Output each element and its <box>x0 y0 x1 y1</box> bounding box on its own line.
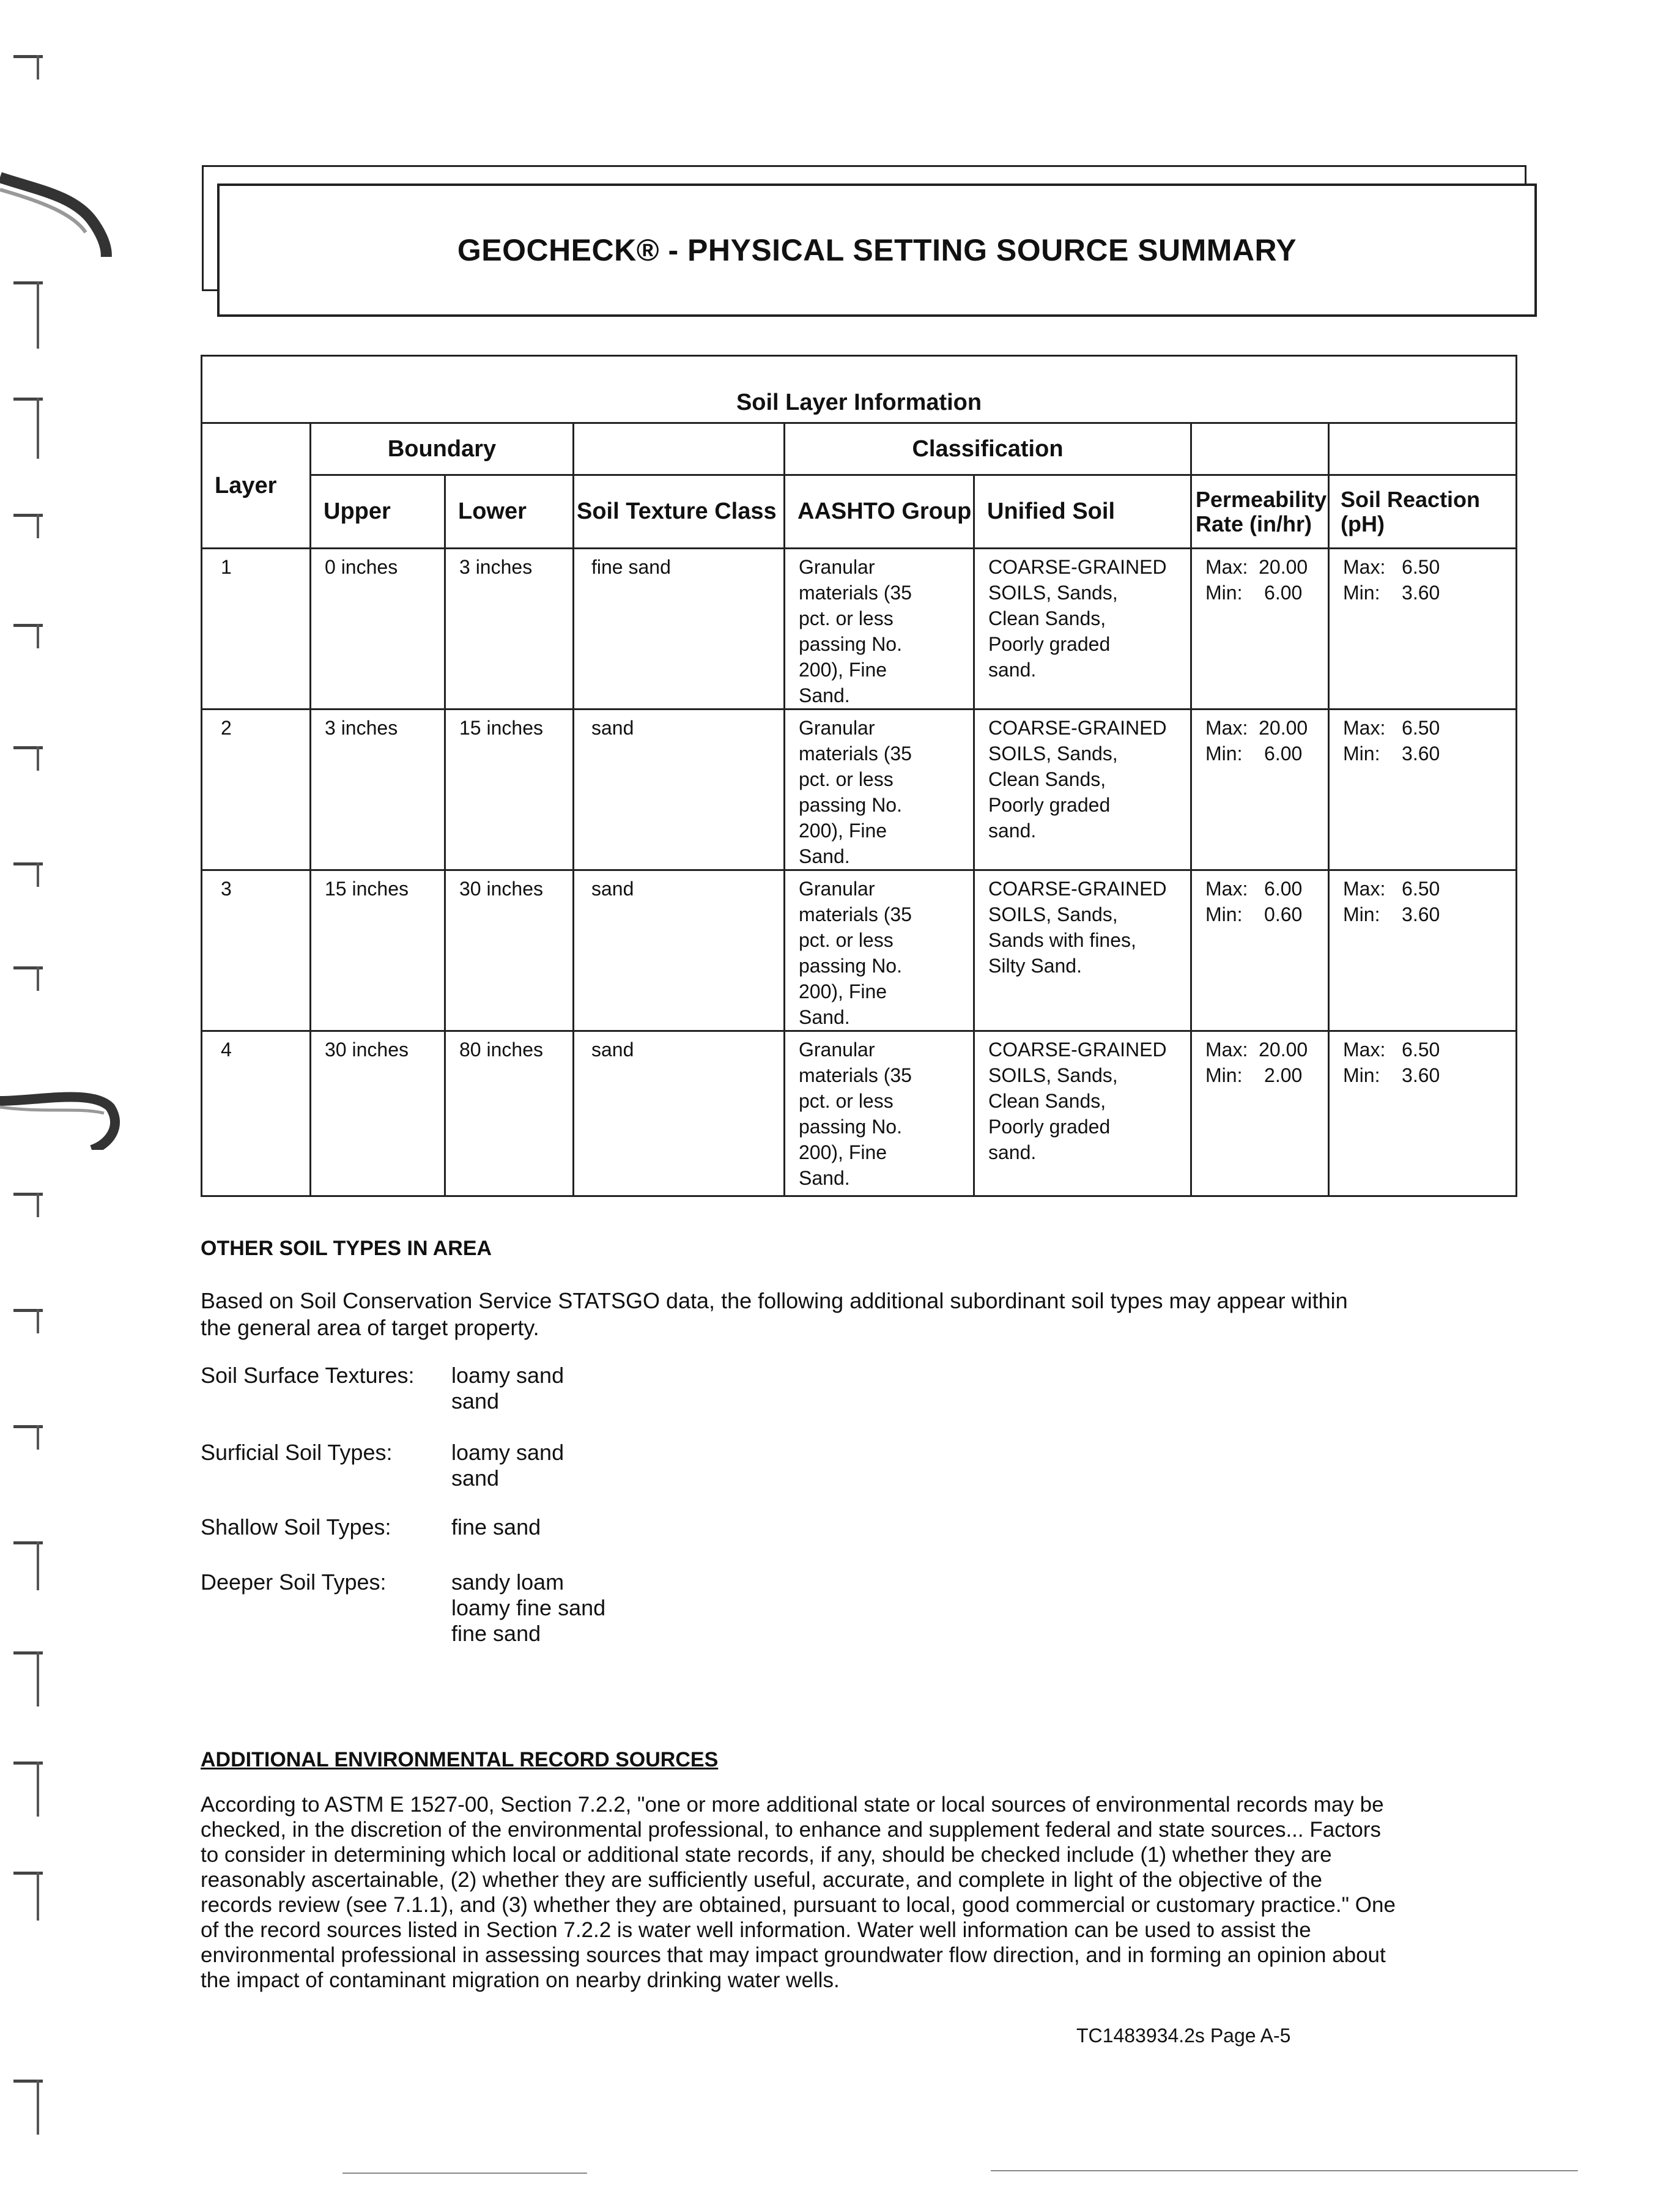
cell-line: 200), Fine <box>799 980 887 1002</box>
cell-line: passing No. <box>799 794 902 816</box>
cell-line: sand. <box>988 820 1037 842</box>
kv-value <box>451 1514 541 1540</box>
soil-layer-table <box>201 355 1517 1197</box>
cell-layer: 2 <box>202 710 311 870</box>
binder-ring <box>13 862 43 887</box>
cell-permeability <box>1191 710 1329 870</box>
cell-line: Min: 2.00 <box>1205 1064 1303 1086</box>
cell-line: Min: 6.00 <box>1205 582 1303 604</box>
cell-unified <box>974 1031 1191 1196</box>
binder-clip <box>0 1064 122 1138</box>
cell-aashto <box>785 870 974 1031</box>
cell-line: Min: 0.60 <box>1205 903 1303 925</box>
header-line: Soil Reaction <box>1341 486 1481 512</box>
cell-line: SOILS, Sands, <box>988 903 1118 925</box>
cell-lower: 3 inches <box>445 549 574 710</box>
col-header-aashto: AASHTO Group <box>785 475 974 549</box>
cell-line: Max: 6.50 <box>1343 556 1440 578</box>
cell-line: Clean Sands, <box>988 1090 1106 1112</box>
cell-line: Clean Sands, <box>988 768 1106 790</box>
table-row <box>202 710 1517 870</box>
cell-line: pct. or less <box>799 929 894 951</box>
edge-line <box>342 2173 587 2174</box>
cell-line: Sand. <box>799 684 850 706</box>
header-line: (pH) <box>1341 511 1385 536</box>
binder-margin <box>0 0 73 2186</box>
cell-texture: sand <box>574 710 785 870</box>
cell-line: Max: 6.00 <box>1205 878 1303 900</box>
cell-line: Granular <box>799 717 875 739</box>
cell-soil-reaction <box>1329 870 1517 1031</box>
kv-value <box>451 1569 605 1647</box>
kv-label: Deeper Soil Types: <box>201 1569 387 1595</box>
kv-value-line: sandy loam <box>451 1569 564 1595</box>
empty-header-cell <box>1191 423 1329 475</box>
empty-header-cell <box>574 423 785 475</box>
additional-sources-title: ADDITIONAL ENVIRONMENTAL RECORD SOURCES <box>201 1748 719 1771</box>
kv-value-line: sand <box>451 1465 500 1491</box>
header-box <box>217 183 1537 317</box>
cell-aashto <box>785 710 974 870</box>
col-header-lower: Lower <box>445 475 574 549</box>
cell-line: SOILS, Sands, <box>988 1064 1118 1086</box>
cell-line: COARSE-GRAINED <box>988 717 1167 739</box>
cell-line: pct. or less <box>799 1090 894 1112</box>
cell-texture: sand <box>574 1031 785 1196</box>
kv-label: Soil Surface Textures: <box>201 1363 415 1388</box>
cell-line: Granular <box>799 556 875 578</box>
cell-lower: 80 inches <box>445 1031 574 1196</box>
cell-line: 200), Fine <box>799 659 887 681</box>
binder-ring <box>13 1309 43 1333</box>
cell-unified <box>974 870 1191 1031</box>
binder-ring <box>13 746 43 771</box>
cell-aashto <box>785 549 974 710</box>
binder-ring <box>13 624 43 648</box>
cell-line: 200), Fine <box>799 1141 887 1163</box>
cell-line: Clean Sands, <box>988 607 1106 629</box>
cell-upper: 30 inches <box>311 1031 445 1196</box>
cell-line: Min: 3.60 <box>1343 1064 1440 1086</box>
cell-line: Silty Sand. <box>988 955 1082 977</box>
cell-line: SOILS, Sands, <box>988 582 1118 604</box>
page-title: GEOCHECK® - PHYSICAL SETTING SOURCE SUMMARY <box>457 233 1297 267</box>
cell-line: Max: 20.00 <box>1205 556 1308 578</box>
cell-soil-reaction <box>1329 1031 1517 1196</box>
binder-clip <box>0 153 122 226</box>
cell-line: Poorly graded <box>988 1116 1111 1138</box>
binder-ring <box>13 1425 43 1450</box>
cell-upper: 3 inches <box>311 710 445 870</box>
cell-line: SOILS, Sands, <box>988 743 1118 765</box>
col-header-unified: Unified Soil <box>974 475 1191 549</box>
cell-line: materials (35 <box>799 903 912 925</box>
cell-line: Min: 3.60 <box>1343 903 1440 925</box>
binder-ring <box>13 2080 43 2104</box>
binder-ring <box>13 281 43 306</box>
binder-ring <box>13 514 43 538</box>
binder-ring <box>13 1872 43 1896</box>
cell-line: Max: 6.50 <box>1343 1039 1440 1061</box>
kv-value <box>451 1440 564 1491</box>
cell-line: Min: 3.60 <box>1343 582 1440 604</box>
cell-layer: 4 <box>202 1031 311 1196</box>
cell-line: Sand. <box>799 845 850 867</box>
cell-lower: 30 inches <box>445 870 574 1031</box>
cell-line: Max: 20.00 <box>1205 1039 1308 1061</box>
kv-value-line: loamy sand <box>451 1440 564 1465</box>
col-header-upper: Upper <box>311 475 445 549</box>
cell-texture: sand <box>574 870 785 1031</box>
empty-header-cell <box>1329 423 1517 475</box>
binder-ring <box>13 1193 43 1217</box>
cell-line: materials (35 <box>799 743 912 765</box>
cell-lower: 15 inches <box>445 710 574 870</box>
col-header-layer: Layer <box>202 423 311 549</box>
cell-line: Min: 3.60 <box>1343 743 1440 765</box>
cell-line: Poorly graded <box>988 633 1111 655</box>
table-row <box>202 549 1517 710</box>
cell-line: materials (35 <box>799 582 912 604</box>
kv-label: Shallow Soil Types: <box>201 1514 391 1539</box>
cell-unified <box>974 549 1191 710</box>
other-soil-intro: Based on Soil Conservation Service STATSGO data, the following additional subordinant soil types may appear within the general area of target property. <box>201 1288 1348 1340</box>
cell-permeability <box>1191 870 1329 1031</box>
kv-value-line: sand <box>451 1388 500 1413</box>
cell-line: passing No. <box>799 1116 902 1138</box>
cell-line: materials (35 <box>799 1064 912 1086</box>
kv-value-line: loamy fine sand <box>451 1595 606 1620</box>
table-title: Soil Layer Information <box>202 356 1517 423</box>
other-soil-title: OTHER SOIL TYPES IN AREA <box>201 1237 492 1260</box>
cell-line: Min: 6.00 <box>1205 743 1303 765</box>
col-header-texture: Soil Texture Class <box>574 475 785 549</box>
cell-aashto <box>785 1031 974 1196</box>
cell-line: passing No. <box>799 955 902 977</box>
cell-layer: 1 <box>202 549 311 710</box>
cell-line: 200), Fine <box>799 820 887 842</box>
edge-line <box>991 2170 1578 2171</box>
cell-line: Granular <box>799 878 875 900</box>
cell-line: Max: 20.00 <box>1205 717 1308 739</box>
cell-line: Sands with fines, <box>988 929 1136 951</box>
kv-value-line: loamy sand <box>451 1363 564 1388</box>
cell-line: pct. or less <box>799 607 894 629</box>
cell-layer: 3 <box>202 870 311 1031</box>
binder-ring <box>13 398 43 422</box>
kv-value-line: fine sand <box>451 1514 541 1539</box>
cell-line: Max: 6.50 <box>1343 878 1440 900</box>
binder-ring <box>13 1541 43 1566</box>
cell-upper: 15 inches <box>311 870 445 1031</box>
cell-line: pct. or less <box>799 768 894 790</box>
cell-line: Sand. <box>799 1167 850 1189</box>
header-line: Permeability <box>1196 486 1327 512</box>
binder-ring <box>13 966 43 991</box>
cell-line: Max: 6.50 <box>1343 717 1440 739</box>
kv-value <box>451 1363 564 1414</box>
cell-unified <box>974 710 1191 870</box>
table-row <box>202 870 1517 1031</box>
cell-soil-reaction <box>1329 549 1517 710</box>
cell-line: passing No. <box>799 633 902 655</box>
cell-line: COARSE-GRAINED <box>988 556 1167 578</box>
header-line: Rate (in/hr) <box>1196 511 1312 536</box>
binder-ring <box>13 1762 43 1786</box>
cell-line: Granular <box>799 1039 875 1061</box>
cell-line: Poorly graded <box>988 794 1111 816</box>
table-row <box>202 1031 1517 1196</box>
page-footer: TC1483934.2s Page A-5 <box>1076 2025 1291 2047</box>
cell-upper: 0 inches <box>311 549 445 710</box>
binder-ring <box>13 1651 43 1676</box>
group-header-boundary: Boundary <box>311 423 574 475</box>
additional-sources-body: According to ASTM E 1527-00, Section 7.2.2, "one or more additional state or local sources of environmental records may be checked, in the discretion of the environmental professional, to enhance and supplement federal and state sources... Factors to consider in determining which local or additional state records, if any, should be checked include (1) whether they are reasonably ascertainable, (2) whether they are sufficiently useful, accurate, and complete in light of the objective of the records review (see 7.1.1), and (3) whether they are obtained, pursuant to local, good commercial or customary practice." One of the record sources listed in Section 7.2.2 is water well information. Water well information can be used to assist the environmental professional in assessing sources that may impact groundwater flow direction, and in forming an opinion about the impact of contaminant migration on nearby drinking water wells. <box>201 1793 1396 1992</box>
cell-line: Sand. <box>799 1006 850 1028</box>
kv-label: Surficial Soil Types: <box>201 1440 393 1465</box>
cell-line: COARSE-GRAINED <box>988 878 1167 900</box>
cell-texture: fine sand <box>574 549 785 710</box>
col-header-soil-reaction <box>1329 475 1517 549</box>
binder-ring <box>13 55 43 80</box>
cell-line: sand. <box>988 659 1037 681</box>
cell-permeability <box>1191 1031 1329 1196</box>
group-header-classification: Classification <box>785 423 1191 475</box>
cell-soil-reaction <box>1329 710 1517 870</box>
kv-value-line: fine sand <box>451 1621 541 1646</box>
col-header-permeability <box>1191 475 1329 549</box>
cell-line: sand. <box>988 1141 1037 1163</box>
cell-line: COARSE-GRAINED <box>988 1039 1167 1061</box>
cell-permeability <box>1191 549 1329 710</box>
